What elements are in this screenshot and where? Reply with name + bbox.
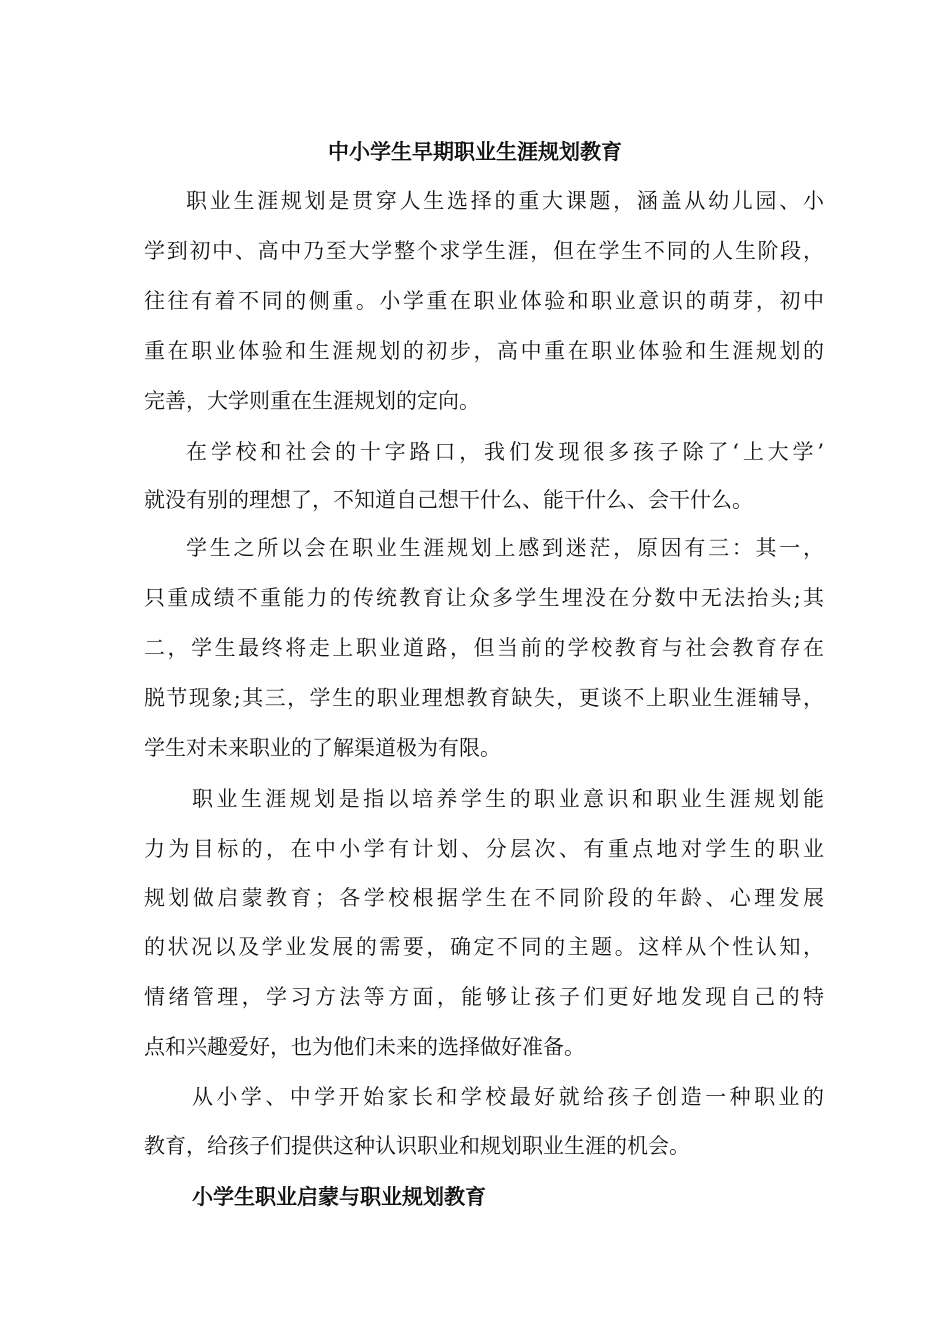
paragraph-3-line-2: 只重成绩不重能力的传统教育让众多学生埋没在分数中无法抬头;其 (144, 586, 824, 610)
paragraph-1-line-2: 学到初中、高中乃至大学整个求学生涯，但在学生不同的人生阶段， (144, 239, 824, 263)
paragraph-1-line-5: 完善，大学则重在生涯规划的定向。 (144, 389, 480, 413)
paragraph-5-line-1: 从小学、中学开始家长和学校最好就给孩子创造一种职业的 (192, 1085, 824, 1109)
paragraph-4-line-1: 职业生涯规划是指以培养学生的职业意识和职业生涯规划能 (192, 787, 824, 811)
paragraph-4-line-6: 点和兴趣爱好，也为他们未来的选择做好准备。 (144, 1035, 585, 1059)
document-title: 中小学生早期职业生涯规划教育 (328, 139, 622, 164)
paragraph-3-line-1: 学生之所以会在职业生涯规划上感到迷茫，原因有三：其一， (186, 536, 824, 560)
paragraph-1-line-4: 重在职业体验和生涯规划的初步，高中重在职业体验和生涯规划的 (144, 339, 824, 363)
paragraph-4-line-3: 规划做启蒙教育；各学校根据学生在不同阶段的年龄、心理发展 (144, 886, 824, 910)
paragraph-1-line-3: 往往有着不同的侧重。小学重在职业体验和职业意识的萌芽，初中 (144, 289, 824, 313)
section-subheading: 小学生职业启蒙与职业规划教育 (192, 1184, 486, 1209)
paragraph-2-line-2: 就没有别的理想了，不知道自己想干什么、能干什么、会干什么。 (144, 488, 753, 512)
paragraph-3-line-5: 学生对未来职业的了解渠道极为有限。 (144, 736, 501, 760)
paragraph-2-line-1: 在学校和社会的十字路口，我们发现很多孩子除了‘上大学’ (186, 440, 824, 464)
paragraph-3-line-4: 脱节现象;其三，学生的职业理想教育缺失，更谈不上职业生涯辅导， (144, 686, 824, 710)
paragraph-3-line-3: 二，学生最终将走上职业道路，但当前的学校教育与社会教育存在 (144, 636, 824, 660)
paragraph-5-line-2: 教育，给孩子们提供这种认识职业和规划职业生涯的机会。 (144, 1134, 690, 1158)
paragraph-4-line-4: 的状况以及学业发展的需要，确定不同的主题。这样从个性认知， (144, 935, 824, 959)
paragraph-4-line-5: 情绪管理，学习方法等方面，能够让孩子们更好地发现自己的特 (144, 985, 824, 1009)
paragraph-4-line-2: 力为目标的，在中小学有计划、分层次、有重点地对学生的职业 (144, 837, 824, 861)
paragraph-1-line-1: 职业生涯规划是贯穿人生选择的重大课题，涵盖从幼儿园、小 (186, 189, 824, 213)
